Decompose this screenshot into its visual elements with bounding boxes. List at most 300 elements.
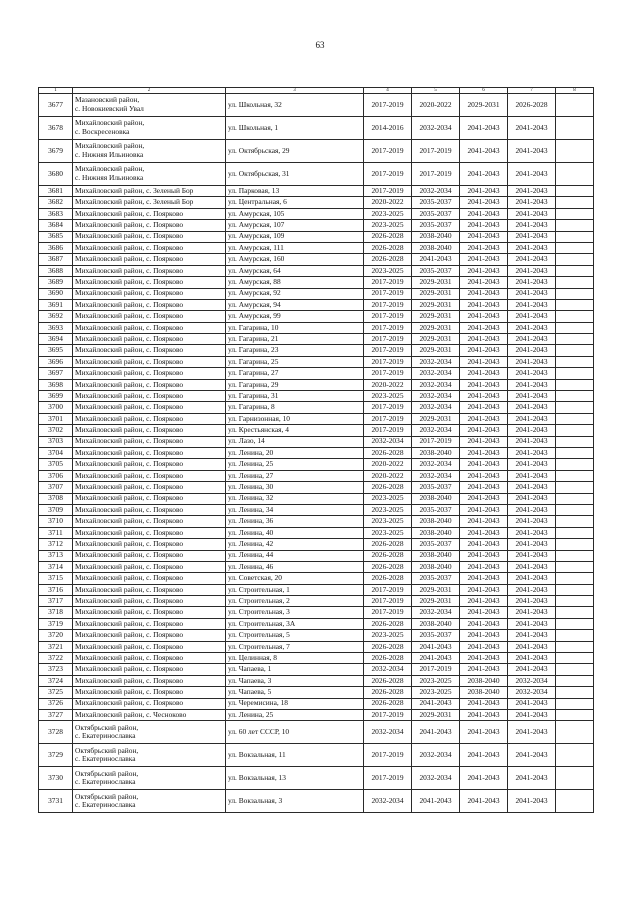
row-number-cell: 3695 — [39, 345, 73, 356]
row-number-cell: 3677 — [39, 94, 73, 117]
notes-cell — [556, 368, 594, 379]
table-row — [39, 254, 594, 265]
notes-cell — [556, 596, 594, 607]
period-2-cell: 2035-2037 — [412, 539, 460, 550]
notes-cell — [556, 470, 594, 481]
period-1-cell: 2017-2019 — [364, 368, 412, 379]
row-number-cell: 3717 — [39, 596, 73, 607]
row-number-cell: 3678 — [39, 117, 73, 140]
table-row — [39, 334, 594, 345]
municipality-cell: Михайловский район, с. Зеленый Бор — [73, 186, 226, 197]
housing-register-table — [38, 87, 594, 813]
notes-cell — [556, 288, 594, 299]
address-cell: ул. Амурская, 99 — [226, 311, 364, 322]
address-cell: ул. Чапаева, 1 — [226, 664, 364, 675]
notes-cell — [556, 653, 594, 664]
period-4-cell: 2041-2043 — [508, 664, 556, 675]
column-number: 4 — [364, 88, 412, 94]
row-number-cell: 3682 — [39, 197, 73, 208]
period-1-cell: 2026-2028 — [364, 618, 412, 629]
locality-text: с. Воскресеновка — [75, 127, 130, 136]
row-number-cell: 3712 — [39, 539, 73, 550]
row-number-cell: 3706 — [39, 470, 73, 481]
municipality-cell: Михайловский район, с. Поярково — [73, 368, 226, 379]
table-row — [39, 356, 594, 367]
municipality-cell: Михайловский район, с. Поярково — [73, 664, 226, 675]
period-4-cell: 2032-2034 — [508, 675, 556, 686]
period-4-cell: 2041-2043 — [508, 265, 556, 276]
period-3-cell: 2041-2043 — [460, 698, 508, 709]
row-number-cell: 3722 — [39, 653, 73, 664]
period-3-cell: 2041-2043 — [460, 596, 508, 607]
municipality-cell: Михайловский район, с. Поярково — [73, 345, 226, 356]
period-1-cell: 2023-2025 — [364, 504, 412, 515]
row-number-cell: 3700 — [39, 402, 73, 413]
notes-cell — [556, 539, 594, 550]
notes-cell — [556, 402, 594, 413]
row-number-cell: 3716 — [39, 584, 73, 595]
municipality-cell: Михайловский район, с. Поярково — [73, 561, 226, 572]
period-3-cell: 2041-2043 — [460, 163, 508, 186]
table-row — [39, 687, 594, 698]
period-2-cell: 2029-2031 — [412, 596, 460, 607]
table-row — [39, 299, 594, 310]
row-number-cell: 3711 — [39, 527, 73, 538]
period-4-cell: 2041-2043 — [508, 163, 556, 186]
municipality-cell: Михайловский район, с. Поярково — [73, 482, 226, 493]
period-3-cell: 2041-2043 — [460, 641, 508, 652]
period-2-cell: 2029-2031 — [412, 277, 460, 288]
period-4-cell: 2041-2043 — [508, 698, 556, 709]
row-number-cell: 3718 — [39, 607, 73, 618]
period-2-cell: 2038-2040 — [412, 231, 460, 242]
table-row — [39, 345, 594, 356]
notes-cell — [556, 186, 594, 197]
period-4-cell: 2041-2043 — [508, 459, 556, 470]
period-4-cell: 2041-2043 — [508, 493, 556, 504]
period-4-cell: 2041-2043 — [508, 596, 556, 607]
row-number-cell: 3721 — [39, 641, 73, 652]
period-1-cell: 2020-2022 — [364, 379, 412, 390]
column-number: 3 — [226, 88, 364, 94]
period-4-cell: 2026-2028 — [508, 94, 556, 117]
address-cell: ул. Вокзальная, 3 — [226, 790, 364, 813]
period-2-cell: 2035-2037 — [412, 504, 460, 515]
period-4-cell: 2041-2043 — [508, 573, 556, 584]
period-1-cell: 2017-2019 — [364, 413, 412, 424]
period-3-cell: 2041-2043 — [460, 744, 508, 767]
row-number-cell: 3727 — [39, 709, 73, 720]
period-4-cell: 2041-2043 — [508, 231, 556, 242]
period-4-cell: 2041-2043 — [508, 618, 556, 629]
row-number-cell: 3729 — [39, 744, 73, 767]
address-cell: ул. Строительная, 1 — [226, 584, 364, 595]
address-cell: ул. Ленина, 25 — [226, 459, 364, 470]
table-row — [39, 664, 594, 675]
municipality-cell — [73, 140, 226, 163]
period-3-cell: 2041-2043 — [460, 311, 508, 322]
period-1-cell: 2020-2022 — [364, 197, 412, 208]
period-3-cell: 2041-2043 — [460, 277, 508, 288]
period-1-cell: 2026-2028 — [364, 641, 412, 652]
municipality-cell — [73, 117, 226, 140]
address-cell: ул. 60 лет СССР, 10 — [226, 721, 364, 744]
address-cell: ул. Амурская, 107 — [226, 220, 364, 231]
column-number: 1 — [39, 88, 73, 94]
period-4-cell: 2041-2043 — [508, 368, 556, 379]
period-3-cell: 2041-2043 — [460, 767, 508, 790]
address-cell: ул. Строительная, 3 — [226, 607, 364, 618]
municipality-cell: Михайловский район, с. Поярково — [73, 356, 226, 367]
district-text: Михайловский район, — [75, 141, 145, 151]
municipality-cell — [73, 163, 226, 186]
period-3-cell: 2041-2043 — [460, 482, 508, 493]
row-number-cell: 3692 — [39, 311, 73, 322]
period-1-cell: 2017-2019 — [364, 402, 412, 413]
notes-cell — [556, 618, 594, 629]
address-cell: ул. Гагарина, 21 — [226, 334, 364, 345]
period-2-cell: 2035-2037 — [412, 220, 460, 231]
municipality-cell — [73, 721, 226, 744]
period-2-cell: 2029-2031 — [412, 311, 460, 322]
row-number-cell: 3710 — [39, 516, 73, 527]
period-4-cell: 2041-2043 — [508, 140, 556, 163]
period-3-cell: 2041-2043 — [460, 721, 508, 744]
row-number-cell: 3726 — [39, 698, 73, 709]
row-number-cell: 3697 — [39, 368, 73, 379]
municipality-cell: Михайловский район, с. Поярково — [73, 675, 226, 686]
period-4-cell: 2041-2043 — [508, 254, 556, 265]
table-row — [39, 561, 594, 572]
municipality-cell: Михайловский район, с. Поярково — [73, 231, 226, 242]
municipality-cell: Михайловский район, с. Поярково — [73, 539, 226, 550]
period-4-cell: 2041-2043 — [508, 220, 556, 231]
period-3-cell: 2041-2043 — [460, 561, 508, 572]
row-number-cell: 3703 — [39, 436, 73, 447]
period-1-cell: 2026-2028 — [364, 653, 412, 664]
table-row — [39, 618, 594, 629]
notes-cell — [556, 94, 594, 117]
period-3-cell: 2041-2043 — [460, 345, 508, 356]
period-4-cell: 2041-2043 — [508, 425, 556, 436]
municipality-cell — [73, 790, 226, 813]
notes-cell — [556, 687, 594, 698]
row-number-cell: 3691 — [39, 299, 73, 310]
period-2-cell: 2029-2031 — [412, 709, 460, 720]
period-4-cell: 2041-2043 — [508, 527, 556, 538]
municipality-cell: Михайловский район, с. Поярково — [73, 641, 226, 652]
period-3-cell: 2041-2043 — [460, 459, 508, 470]
row-number-cell: 3723 — [39, 664, 73, 675]
row-number-cell: 3684 — [39, 220, 73, 231]
notes-cell — [556, 277, 594, 288]
period-3-cell: 2041-2043 — [460, 709, 508, 720]
address-cell: ул. Парковая, 13 — [226, 186, 364, 197]
period-4-cell: 2041-2043 — [508, 744, 556, 767]
period-3-cell: 2038-2040 — [460, 687, 508, 698]
notes-cell — [556, 425, 594, 436]
period-3-cell: 2041-2043 — [460, 186, 508, 197]
address-cell: ул. Амурская, 111 — [226, 242, 364, 253]
page-number: 63 — [315, 40, 325, 50]
period-2-cell: 2035-2037 — [412, 482, 460, 493]
district-text: Михайловский район, — [75, 164, 145, 174]
address-cell: ул. Гагарина, 25 — [226, 356, 364, 367]
row-number-cell: 3715 — [39, 573, 73, 584]
period-2-cell: 2023-2025 — [412, 687, 460, 698]
table-row — [39, 584, 594, 595]
address-cell: ул. Советская, 20 — [226, 573, 364, 584]
period-2-cell: 2038-2040 — [412, 618, 460, 629]
district-text: Октябрьский район, — [75, 745, 139, 755]
address-cell: ул. Крестьянская, 4 — [226, 425, 364, 436]
district-text: Октябрьский район, — [75, 791, 139, 801]
table-row — [39, 516, 594, 527]
notes-cell — [556, 254, 594, 265]
period-4-cell: 2041-2043 — [508, 402, 556, 413]
period-4-cell: 2032-2034 — [508, 687, 556, 698]
period-2-cell: 2032-2034 — [412, 767, 460, 790]
address-cell: ул. Амурская, 92 — [226, 288, 364, 299]
row-number-cell: 3688 — [39, 265, 73, 276]
period-4-cell: 2041-2043 — [508, 379, 556, 390]
period-2-cell: 2038-2040 — [412, 527, 460, 538]
period-1-cell: 2017-2019 — [364, 767, 412, 790]
table-row — [39, 721, 594, 744]
period-2-cell: 2032-2034 — [412, 744, 460, 767]
period-3-cell: 2041-2043 — [460, 516, 508, 527]
period-3-cell: 2041-2043 — [460, 630, 508, 641]
period-4-cell: 2041-2043 — [508, 790, 556, 813]
period-2-cell: 2029-2031 — [412, 413, 460, 424]
district-text: Октябрьский район, — [75, 768, 139, 778]
period-2-cell: 2041-2043 — [412, 254, 460, 265]
municipality-cell: Михайловский район, с. Поярково — [73, 277, 226, 288]
row-number-cell: 3693 — [39, 322, 73, 333]
period-2-cell: 2038-2040 — [412, 550, 460, 561]
column-number: 2 — [73, 88, 226, 94]
table-row — [39, 186, 594, 197]
row-number-cell: 3698 — [39, 379, 73, 390]
address-cell: ул. Ленина, 30 — [226, 482, 364, 493]
address-cell: ул. Гагарина, 8 — [226, 402, 364, 413]
period-1-cell: 2026-2028 — [364, 539, 412, 550]
table-row — [39, 482, 594, 493]
address-cell: ул. Амурская, 94 — [226, 299, 364, 310]
notes-cell — [556, 391, 594, 402]
notes-cell — [556, 311, 594, 322]
table-row — [39, 208, 594, 219]
period-1-cell: 2023-2025 — [364, 391, 412, 402]
period-1-cell: 2017-2019 — [364, 277, 412, 288]
row-number-cell: 3679 — [39, 140, 73, 163]
table-row — [39, 413, 594, 424]
table-row — [39, 220, 594, 231]
period-1-cell: 2017-2019 — [364, 334, 412, 345]
period-4-cell: 2041-2043 — [508, 653, 556, 664]
period-2-cell: 2035-2037 — [412, 573, 460, 584]
period-2-cell: 2035-2037 — [412, 630, 460, 641]
period-1-cell: 2026-2028 — [364, 242, 412, 253]
municipality-cell — [73, 744, 226, 767]
notes-cell — [556, 493, 594, 504]
row-number-cell: 3689 — [39, 277, 73, 288]
table-row — [39, 391, 594, 402]
period-1-cell: 2017-2019 — [364, 744, 412, 767]
column-number: 6 — [460, 88, 508, 94]
address-cell: ул. Октябрьская, 31 — [226, 163, 364, 186]
row-number-cell: 3685 — [39, 231, 73, 242]
locality-text: с. Нижняя Ильиновка — [75, 150, 144, 159]
row-number-cell: 3714 — [39, 561, 73, 572]
period-4-cell: 2041-2043 — [508, 516, 556, 527]
period-4-cell: 2041-2043 — [508, 584, 556, 595]
table-row — [39, 698, 594, 709]
address-cell: ул. Гагарина, 23 — [226, 345, 364, 356]
notes-cell — [556, 436, 594, 447]
table-row — [39, 493, 594, 504]
period-3-cell: 2041-2043 — [460, 231, 508, 242]
municipality-cell: Михайловский район, с. Чесноково — [73, 709, 226, 720]
municipality-cell: Михайловский район, с. Поярково — [73, 459, 226, 470]
address-cell: ул. Чапаева, 5 — [226, 687, 364, 698]
period-4-cell: 2041-2043 — [508, 447, 556, 458]
period-1-cell: 2023-2025 — [364, 527, 412, 538]
period-1-cell: 2032-2034 — [364, 721, 412, 744]
period-3-cell: 2041-2043 — [460, 334, 508, 345]
period-2-cell: 2023-2025 — [412, 675, 460, 686]
period-1-cell: 2017-2019 — [364, 607, 412, 618]
period-4-cell: 2041-2043 — [508, 436, 556, 447]
period-1-cell: 2017-2019 — [364, 311, 412, 322]
notes-cell — [556, 504, 594, 515]
address-cell: ул. Амурская, 105 — [226, 208, 364, 219]
notes-cell — [556, 675, 594, 686]
period-1-cell: 2017-2019 — [364, 94, 412, 117]
address-cell: ул. Амурская, 109 — [226, 231, 364, 242]
notes-cell — [556, 345, 594, 356]
notes-cell — [556, 447, 594, 458]
period-1-cell: 2014-2016 — [364, 117, 412, 140]
notes-cell — [556, 630, 594, 641]
municipality-cell: Михайловский район, с. Поярково — [73, 436, 226, 447]
period-1-cell: 2023-2025 — [364, 630, 412, 641]
row-number-cell: 3731 — [39, 790, 73, 813]
period-2-cell: 2041-2043 — [412, 641, 460, 652]
period-1-cell: 2026-2028 — [364, 675, 412, 686]
period-2-cell: 2029-2031 — [412, 299, 460, 310]
period-4-cell: 2041-2043 — [508, 322, 556, 333]
table-row — [39, 470, 594, 481]
period-2-cell: 2038-2040 — [412, 493, 460, 504]
period-2-cell: 2038-2040 — [412, 561, 460, 572]
municipality-cell: Михайловский район, с. Поярково — [73, 516, 226, 527]
period-1-cell: 2023-2025 — [364, 265, 412, 276]
table-row — [39, 653, 594, 664]
column-number: 8 — [556, 88, 594, 94]
period-4-cell: 2041-2043 — [508, 197, 556, 208]
period-2-cell: 2038-2040 — [412, 516, 460, 527]
address-cell: ул. Лазо, 14 — [226, 436, 364, 447]
period-3-cell: 2041-2043 — [460, 584, 508, 595]
period-2-cell: 2029-2031 — [412, 322, 460, 333]
municipality-cell: Михайловский район, с. Поярково — [73, 311, 226, 322]
address-cell: ул. Ленина, 40 — [226, 527, 364, 538]
period-1-cell: 2017-2019 — [364, 288, 412, 299]
period-1-cell: 2017-2019 — [364, 356, 412, 367]
notes-cell — [556, 698, 594, 709]
period-4-cell: 2041-2043 — [508, 334, 556, 345]
table-row — [39, 368, 594, 379]
period-4-cell: 2041-2043 — [508, 117, 556, 140]
address-cell: ул. Ленина, 32 — [226, 493, 364, 504]
table-row — [39, 288, 594, 299]
municipality-cell: Михайловский район, с. Поярково — [73, 334, 226, 345]
table-row — [39, 767, 594, 790]
period-3-cell: 2041-2043 — [460, 573, 508, 584]
municipality-cell: Михайловский район, с. Поярково — [73, 391, 226, 402]
period-1-cell: 2026-2028 — [364, 698, 412, 709]
municipality-cell: Михайловский район, с. Поярково — [73, 322, 226, 333]
table-row — [39, 527, 594, 538]
period-2-cell: 2017-2019 — [412, 140, 460, 163]
municipality-cell: Михайловский район, с. Поярково — [73, 379, 226, 390]
period-3-cell: 2041-2043 — [460, 368, 508, 379]
address-cell: ул. Строительная, 2 — [226, 596, 364, 607]
period-4-cell: 2041-2043 — [508, 470, 556, 481]
period-1-cell: 2017-2019 — [364, 140, 412, 163]
address-cell: ул. Ленина, 42 — [226, 539, 364, 550]
period-3-cell: 2041-2043 — [460, 379, 508, 390]
period-2-cell: 2035-2037 — [412, 265, 460, 276]
period-2-cell: 2038-2040 — [412, 447, 460, 458]
address-cell: ул. Черемисина, 18 — [226, 698, 364, 709]
period-3-cell: 2029-2031 — [460, 94, 508, 117]
municipality-cell: Михайловский район, с. Поярково — [73, 447, 226, 458]
municipality-cell: Михайловский район, с. Поярково — [73, 254, 226, 265]
notes-cell — [556, 516, 594, 527]
table-row — [39, 117, 594, 140]
table-row — [39, 242, 594, 253]
municipality-cell: Михайловский район, с. Поярково — [73, 618, 226, 629]
notes-cell — [556, 550, 594, 561]
notes-cell — [556, 709, 594, 720]
address-cell: ул. Целинная, 8 — [226, 653, 364, 664]
period-4-cell: 2041-2043 — [508, 413, 556, 424]
period-2-cell: 2041-2043 — [412, 790, 460, 813]
period-3-cell: 2041-2043 — [460, 402, 508, 413]
address-cell: ул. Центральная, 6 — [226, 197, 364, 208]
period-4-cell: 2041-2043 — [508, 504, 556, 515]
period-1-cell: 2020-2022 — [364, 459, 412, 470]
period-3-cell: 2041-2043 — [460, 254, 508, 265]
period-3-cell: 2041-2043 — [460, 653, 508, 664]
period-4-cell: 2041-2043 — [508, 767, 556, 790]
municipality-cell: Михайловский район, с. Поярково — [73, 630, 226, 641]
period-3-cell: 2041-2043 — [460, 140, 508, 163]
period-4-cell: 2041-2043 — [508, 630, 556, 641]
period-2-cell: 2017-2019 — [412, 163, 460, 186]
address-cell: ул. Ленина, 36 — [226, 516, 364, 527]
notes-cell — [556, 482, 594, 493]
notes-cell — [556, 744, 594, 767]
period-1-cell: 2026-2028 — [364, 482, 412, 493]
period-2-cell: 2029-2031 — [412, 345, 460, 356]
municipality-cell: Михайловский район, с. Поярково — [73, 573, 226, 584]
table-row — [39, 641, 594, 652]
row-number-cell: 3702 — [39, 425, 73, 436]
municipality-cell: Михайловский район, с. Поярково — [73, 299, 226, 310]
